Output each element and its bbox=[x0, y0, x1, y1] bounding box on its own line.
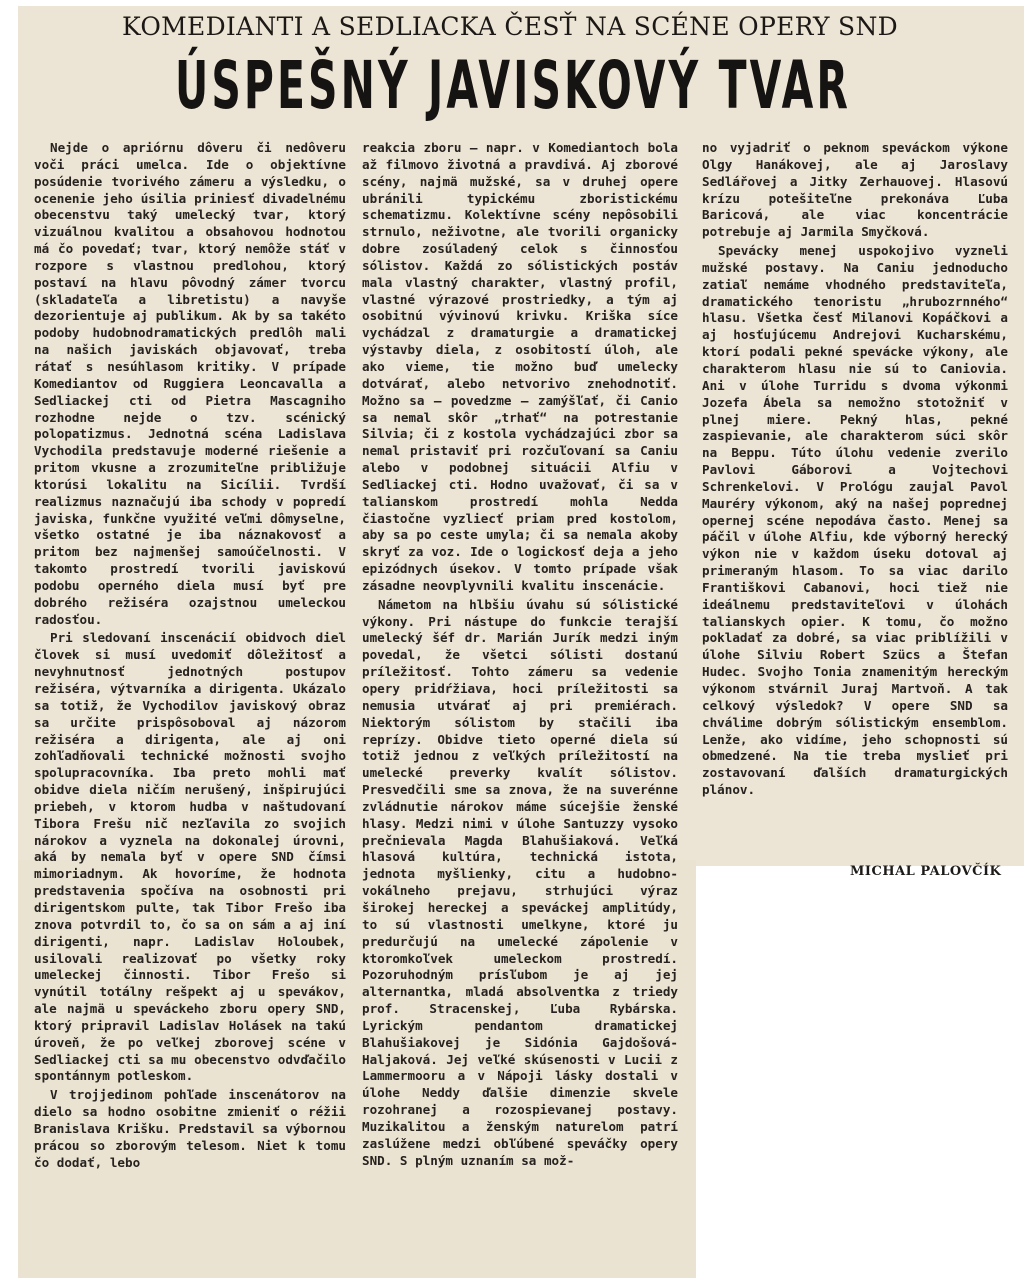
paragraph: reakcia zboru — napr. v Komediantoch bola až filmovo životná a pravdivá. Aj zborové scény, najmä mužské, sa v druhej opere ubránili typickému zboristickému schematizmu. Kolektívne scény nepôsobili strnulo, neživotne, ale tvorili organicky dobre zosúladený celok s činnosťou sólistov. Každá zo sólistických postáv mala vlastný charakter, vlastný profil, vlastné výrazové prostriedky, a tým aj osobitnú vývinovú krivku. Kriška síce vychádzal z dramaturgie a dramatickej výstavby diela, z osobitostí úloh, ale ako vieme, tie možno buď umelecky dotvárať, alebo netvorivo znehodnotiť. Možno sa — povedzme — zamýšľať, či Canio sa nemal skôr „trhať“ na potrestanie Silvia; či z kostola vychádzajúci zbor sa nemal pristaviť pri rozčuľovaní sa Caniu alebo v podobnej situácii Alfiu v Sedliackej cti. Hodno uvažovať, či sa v talianskom prostredí mohla Nedda čiastočne vyzliecť priam pred kostolom, aby sa po ceste umyla; či sa nemala akoby skryť za voz. Ide o logickosť deja a jeho epizódnych úsekov. V tomto prípade však zásadne neovplyvnili kvalitu inscenácie. bbox=[362, 140, 678, 593]
paragraph: Nejde o apriórnu dôveru či nedôveru voči práci umelca. Ide o objektívne posúdenie tvorivého zámeru a výsledku, o ocenenie jeho úsilia priniesť divadelnému obecenstvu taký umelecký tvar, ktorý vizuálnou kvalitou a obsahovou hodnotou má čo povedať; tvar, ktorý nemôže stáť v rozpore s vlastnou predlohou, ktorý postaví na hlavu pôvodný zámer tvorcu (skladateľa a libretistu) a navyše dezorientuje aj publikum. Ak by sa takéto podoby hudobnodramatických predlôh mali na našich javiskách objavovať, treba rátať s nesúhlasom kritiky. V prípade Komediantov od Ruggiera Leoncavalla a Sedliackej cti od Pietra Mascagniho rozhodne nejde o tzv. scénický polopatizmus. Jednotná scéna Ladislava Vychodila predstavuje moderné riešenie a pritom vkusne a zrozumiteľne približuje ktorúsi lokalitu na Sicílii. Tvrdší realizmus naznačujú iba schody v popredí javiska, funkčne využité veľmi dômyselne, všetko ostatné je iba náznakovosť a pritom bez najmenšej samoúčelnosti. V takomto prostredí tvorili javiskovú podobu operného diela musí byť pre dobrého režiséra ozajstnou umeleckou radosťou. bbox=[34, 140, 346, 627]
article-column-1 bbox=[34, 140, 346, 1171]
article-column-3 bbox=[702, 140, 1008, 799]
paragraph: Námetom na hlbšiu úvahu sú sólistické výkony. Pri nástupe do funkcie terajší umelecký šéf dr. Marián Jurík medzi iným povedal, že všetci sólisti dostanú príležitosť. Tohto zámeru sa vedenie opery pridŕžiava, hoci príležitosti sa nemusia utvárať aj pri premiérach. Niektorým sólistom by stačili iba reprízy. Obidve tieto operné diela sú totiž jednou z veľkých príležitostí na umelecké preverky kvalít sólistov. Presvedčili sme sa znova, že na suverénne zvládnutie nárokov máme súcejšie ženské hlasy. Medzi nimi v úlohe Santuzzy vysoko prečnievala Magda Blahušiaková. Veľká hlasová kultúra, technická istota, jednota myšlienky, citu a hudobno-vokálneho prejavu, strhujúci výraz širokej hereckej a speváckej amplitúdy, to sú vlastnosti umelkyne, ktoré ju predurčujú na umelecké zápolenie v ktoromkoľvek umeleckom prostredí. Pozoruhodným prísľubom je aj jej alternantka, mladá absolventka z triedy prof. Stracenskej, Ľuba Rybárska. Lyrickým pendantom dramatickej Blahušiakovej je Sidónia Gajdošová-Haljaková. Jej veľké skúsenosti v Lucii z Lammermooru a v Nápoji lásky dostali v úlohe Neddy ďalšie dimenzie skvele rozohranej a rozospievanej postavy. Muzikalitou a ženským naturelom patrí zaslúžene medzi obľúbené speváčky opery SND. S plným uznaním sa mož- bbox=[362, 596, 678, 1168]
article-headline: ÚSPEŠNÝ JAVISKOVÝ TVAR bbox=[174, 47, 852, 124]
article-kicker: KOMEDIANTI A SEDLIACKA ČESŤ NA SCÉNE OPERY SND bbox=[122, 12, 898, 41]
article-column-2 bbox=[362, 140, 678, 1169]
paragraph: Spevácky menej uspokojivo vyzneli mužské postavy. Na Caniu jednoducho zatiaľ nemáme vhodného predstaviteľa, dramatického tenoristu „hrubozrnného“ hlasu. Všetka česť Milanovi Kopáčkovi a aj hosťujúcemu Andrejovi Kucharskému, ktorí podali pekné spevácke výkony, ale charakterom hlasu nie sú to Caniovia. Ani v úlohe Turridu s dvoma výkonmi Jozefa Ábela sa nemožno stotožniť v plnej miere. Pekný hlas, pekné zaspievanie, ale charakterom súci skôr na Beppu. Túto úlohu vedenie zverilo Pavlovi Gáborovi a Vojtechovi Schrenkelovi. V Prológu zaujal Pavol Mauréry výkonom, aký na našej poprednej opernej scéne nepodáva často. Menej sa páčil v úlohe Alfiu, kde výborný herecký výkon nie v každom úseku dotoval aj primeraným hlasom. To sa viac darilo Františkovi Cabanovi, hoci tiež nie ideálnemu predstaviteľovi v úlohách talianskych opier. K tomu, čo možno pokladať za dobré, sa viac priblížili v úlohe Silviu Robert Szücs a Štefan Hudec. Svojho Tonia znamenitým hereckým výkonom stvárnil Juraj Martvoň. A tak celkový výsledok? V opere SND sa chválime dobrým sólistickým ensemblom. Lenže, ako vidíme, jeho schopnosti sú obmedzené. Na tie treba myslieť pri zostavovaní ďalších dramaturgických plánov. bbox=[702, 243, 1008, 798]
author-byline: MICHAL PALOVČÍK bbox=[850, 864, 1002, 879]
paragraph: no vyjadriť o peknom speváckom výkone Olgy Hanákovej, ale aj Jaroslavy Sedlářovej a Jitky Zerhauovej. Hlasovú krízu potešiteľne prekonáva Ľuba Baricová, ale viac koncentrácie potrebuje aj Jarmila Smyčková. bbox=[702, 140, 1008, 240]
paragraph: V trojjedinom pohľade inscenátorov na dielo sa hodno osobitne zmieniť o réžii Branislava Krišku. Predstavil sa výbornou prácou so zborovým telesom. Niet k tomu čo dodať, lebo bbox=[34, 1087, 346, 1170]
paragraph: Pri sledovaní inscenácií obidvoch diel človek si musí uvedomiť dôležitosť a nevyhnutnosť jednotných postupov režiséra, výtvarníka a dirigenta. Ukázalo sa totiž, že Vychodilov javiskový obraz sa určite prispôsoboval aj názorom režiséra a dirigenta, ale aj oni zohľadňovali technické možnosti svojho spolupracovníka. Iba preto mohli mať obidve diela ničím nerušený, inšpirujúci priebeh, v ktorom hudba v naštudovaní Tibora Frešu nič nezľavila zo svojich nárokov a vyznela na dokonalej úrovni, aká by nemala byť v opere SND čímsi mimoriadnym. Ak hovoríme, že hodnota predstavenia spočíva na osobnosti pri dirigentskom pulte, tak Tibor Frešo iba znova potvrdil to, čo sa on sám a aj iní dirigenti, napr. Ladislav Holoubek, usilovali realizovať po všetky roky umeleckej činnosti. Tibor Frešo si vynútil totálny rešpekt aj u spevákov, ale najmä u speváckeho zboru opery SND, ktorý pripravil Ladislav Holásek na takú úroveň, že po veľkej zborovej scéne v Sedliackej cti sa mu obecenstvo odvďačilo spontánnym potleskom. bbox=[34, 630, 346, 1084]
